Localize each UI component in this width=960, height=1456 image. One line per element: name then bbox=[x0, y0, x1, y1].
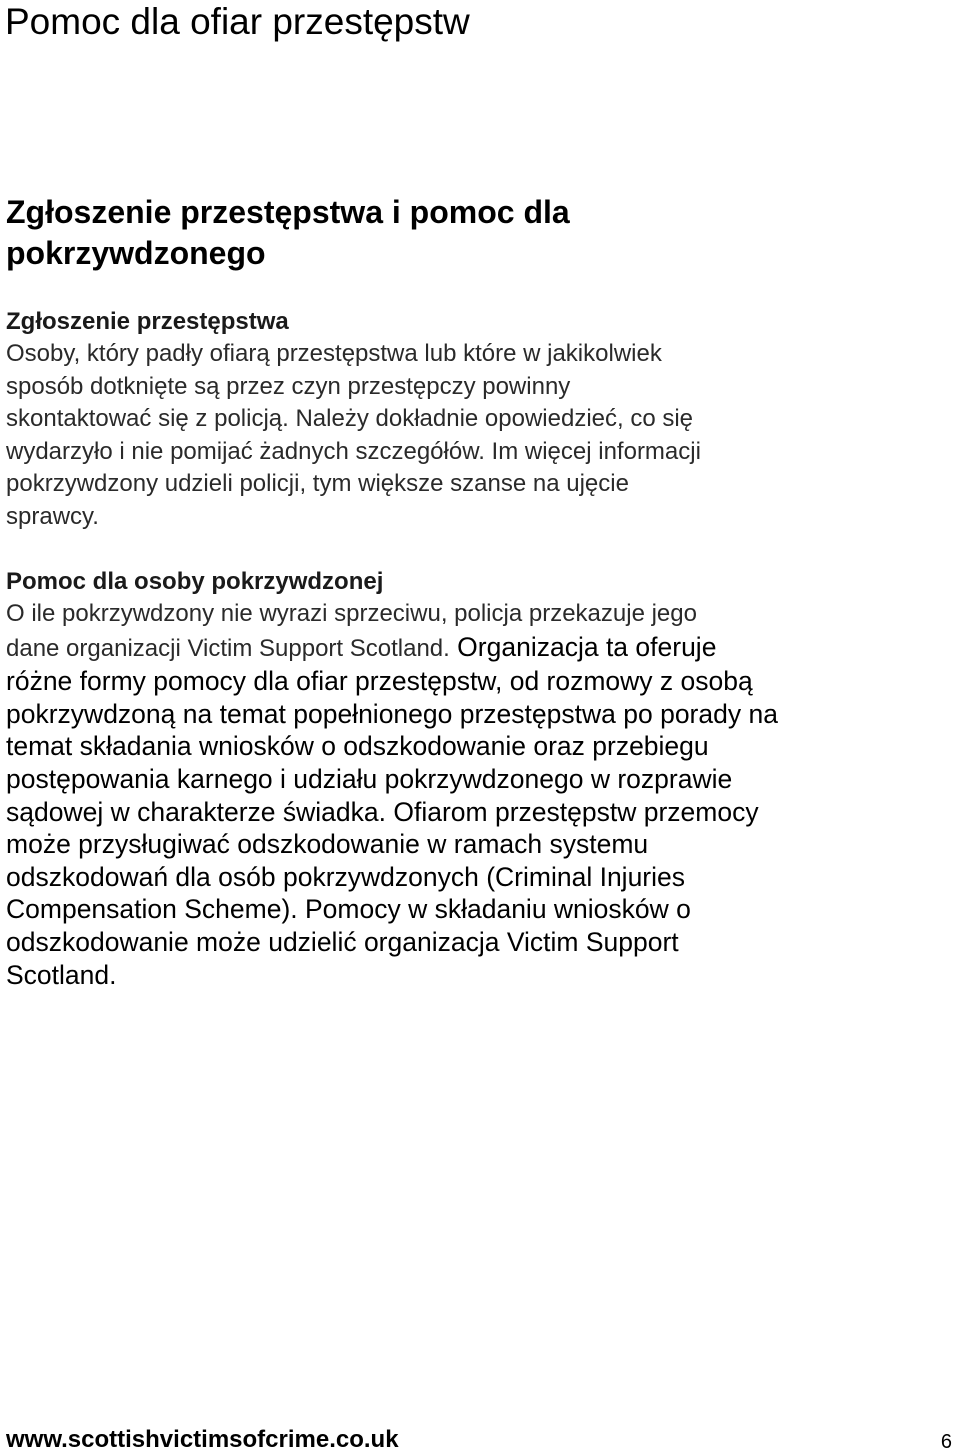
subsection-victim-help bbox=[6, 565, 778, 991]
subsection-report-crime bbox=[6, 305, 701, 534]
paragraph-line: temat składania wniosków o odszkodowanie oraz przebiegu bbox=[6, 731, 709, 762]
paragraph-line: sposób dotknięte są przez czyn przestępczy powinny bbox=[6, 372, 571, 400]
paragraph-line: sprawcy. bbox=[6, 502, 99, 530]
paragraph-line: skontaktować się z policją. Należy dokładnie opowiedzieć, co się bbox=[6, 405, 694, 433]
paragraph-text-small: dane organizacji Victim Support Scotland. bbox=[6, 634, 450, 662]
footer-url: www.scottishvictimsofcrime.co.uk bbox=[6, 1426, 399, 1453]
paragraph-line: Scotland. bbox=[6, 959, 117, 990]
paragraph-line-mixed bbox=[6, 631, 778, 666]
subsection-heading: Pomoc dla osoby pokrzywdzonej bbox=[6, 568, 384, 595]
paragraph-line: Compensation Scheme). Pomocy w składaniu wniosków o bbox=[6, 894, 691, 925]
paragraph-line: odszkodowanie może udzielić organizacja Victim Support bbox=[6, 926, 679, 957]
paragraph-line: postępowania karnego i udziału pokrzywdzonego w rozprawie bbox=[6, 763, 733, 794]
section-heading-line: pokrzywdzonego bbox=[6, 235, 266, 271]
paragraph-line: pokrzywdzoną na temat popełnionego przestępstwa po porady na bbox=[6, 698, 778, 729]
page-number: 6 bbox=[940, 1431, 952, 1453]
paragraph-text-large: Organizacja ta oferuje bbox=[449, 631, 717, 662]
section-heading-line: Zgłoszenie przestępstwa i pomoc dla bbox=[6, 194, 570, 230]
paragraph-line: Osoby, który padły ofiarą przestępstwa lub które w jakikolwiek bbox=[6, 340, 662, 367]
paragraph-line: odszkodowań dla osób pokrzywdzonych (Criminal Injuries bbox=[6, 861, 686, 892]
paragraph bbox=[6, 338, 701, 534]
page-title: Pomoc dla ofiar przestępstw bbox=[5, 1, 470, 42]
subsection-heading: Zgłoszenie przestępstwa bbox=[6, 308, 289, 335]
paragraph-line: różne formy pomocy dla ofiar przestępstw, od rozmowy z osobą bbox=[6, 666, 753, 697]
paragraph-line: O ile pokrzywdzony nie wyrazi sprzeciwu, policja przekazuje jego bbox=[6, 600, 697, 627]
paragraph-line: sądowej w charakterze świadka. Ofiarom przestępstw przemocy bbox=[6, 796, 759, 827]
paragraph-line: pokrzywdzony udzieli policji, tym większe szanse na ujęcie bbox=[6, 470, 629, 498]
paragraph bbox=[6, 598, 778, 991]
section-heading bbox=[6, 192, 906, 274]
paragraph-line: może przysługiwać odszkodowanie w ramach systemu bbox=[6, 829, 649, 860]
paragraph-line: wydarzyło i nie pomijać żadnych szczegółów. Im więcej informacji bbox=[6, 437, 701, 465]
